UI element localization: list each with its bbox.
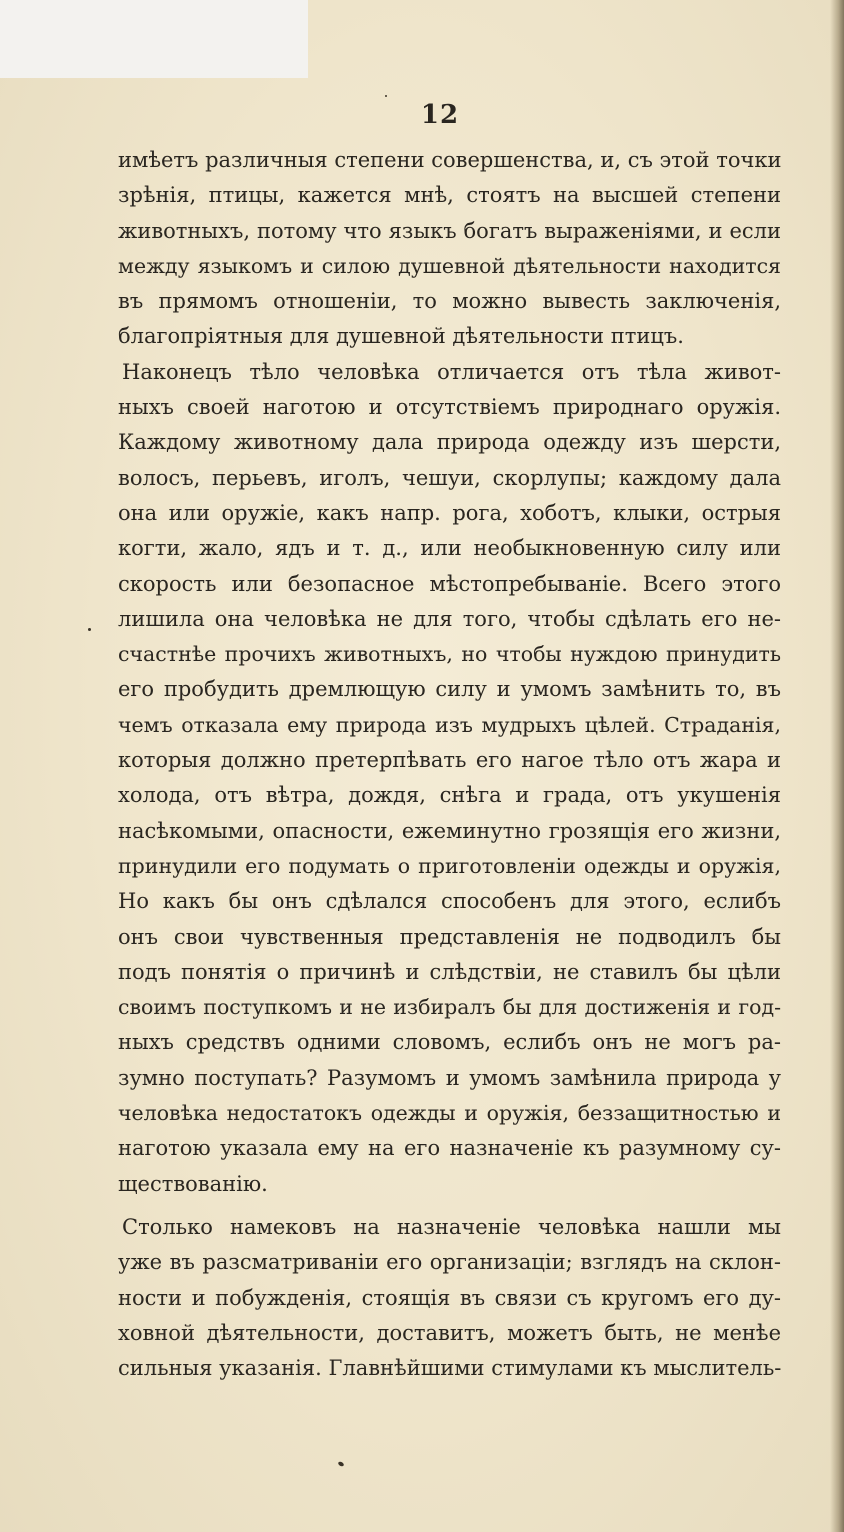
text-line: человѣка недостатокъ одежды и оружія, беззащитностью и [118, 1101, 781, 1126]
paragraph-2 [118, 355, 781, 1202]
text-line: чемъ отказала ему природа изъ мудрыхъ цѣлей. Страданія, [118, 712, 781, 737]
text-line: благопріятныя для душевной дѣятельности птицъ. [118, 324, 684, 349]
scan-speck [88, 628, 91, 631]
text-line: которыя должно претерпѣвать его нагое тѣло отъ жара и [118, 748, 781, 773]
text-line: принудили его подумать о приготовленіи одежды и оружія, [118, 853, 781, 878]
text-line: животныхъ, потому что языкъ богатъ выраженіями, и если [118, 218, 781, 243]
scan-corner-patch [0, 0, 308, 78]
text-line: холода, отъ вѣтра, дождя, снѣга и града, отъ укушенія [118, 783, 781, 808]
paragraph-3 [118, 1210, 781, 1386]
paragraph-1 [118, 143, 781, 355]
text-line: Наконецъ тѣло человѣка отличается отъ тѣла живот- [122, 359, 781, 384]
text-line: Столько намековъ на назначеніе человѣка нашли мы [122, 1214, 781, 1239]
text-line: между языкомъ и силою душевной дѣятельности находится [118, 253, 781, 278]
text-line: Но какъ бы онъ сдѣлался способенъ для этого, еслибъ [118, 889, 781, 914]
scan-speck [385, 95, 387, 97]
text-line: наготою указала ему на его назначеніе къ разумному су- [118, 1136, 781, 1161]
text-line: лишила она человѣка не для того, чтобы сдѣлать его не- [118, 606, 781, 631]
page-number: 12 [420, 100, 460, 130]
text-line: ховной дѣятельности, доставитъ, можетъ быть, не менѣе [118, 1320, 781, 1345]
text-line: счастнѣе прочихъ животныхъ, но чтобы нуждою принудить [118, 642, 781, 667]
body-text [118, 143, 781, 1386]
text-line: ныхъ своей наготою и отсутствіемъ природнаго оружія. [118, 395, 781, 420]
text-line: уже въ разсматриваніи его организаціи; взглядъ на склон- [118, 1250, 781, 1275]
text-line: своимъ поступкомъ и не избиралъ бы для достиженія и год- [118, 995, 781, 1020]
text-line: его пробудить дремлющую силу и умомъ замѣнить то, въ [118, 677, 781, 702]
text-line: сильныя указанія. Главнѣйшими стимулами къ мыслитель- [118, 1356, 782, 1381]
text-line: волосъ, перьевъ, иголъ, чешуи, скорлупы; каждому дала [118, 465, 781, 490]
text-line: въ прямомъ отношеніи, то можно вывесть заключенія, [118, 289, 781, 314]
text-line: скорость или безопасное мѣстопребываніе. Всего этого [118, 571, 781, 596]
text-line: зумно поступать? Разумомъ и умомъ замѣнила природа у [118, 1065, 781, 1090]
text-line: онъ свои чувственныя представленія не подводилъ бы [118, 924, 781, 949]
text-line: когти, жало, ядъ и т. д., или необыкновенную силу или [118, 536, 781, 561]
text-line: ществованію. [118, 1171, 268, 1196]
text-line: Каждому животному дала природа одежду изъ шерсти, [118, 430, 781, 455]
text-line: насѣкомыми, опасности, ежеминутно грозящія его жизни, [118, 818, 781, 843]
text-line: имѣетъ различныя степени совершенства, и, съ этой точки [118, 148, 782, 172]
text-line: зрѣнія, птицы, кажется мнѣ, стоятъ на высшей степени [118, 183, 781, 208]
text-line: она или оружіе, какъ напр. рога, хоботъ, клыки, острыя [118, 500, 781, 525]
text-line: ныхъ средствъ одними словомъ, еслибъ онъ не могъ ра- [118, 1030, 781, 1055]
page-edge-shadow [830, 0, 844, 1532]
text-line: подъ понятія о причинѣ и слѣдствіи, не ставилъ бы цѣли [118, 959, 781, 984]
text-line: ности и побужденія, стоящія въ связи съ кругомъ его ду- [118, 1285, 781, 1310]
paragraph-gap [118, 1202, 781, 1210]
